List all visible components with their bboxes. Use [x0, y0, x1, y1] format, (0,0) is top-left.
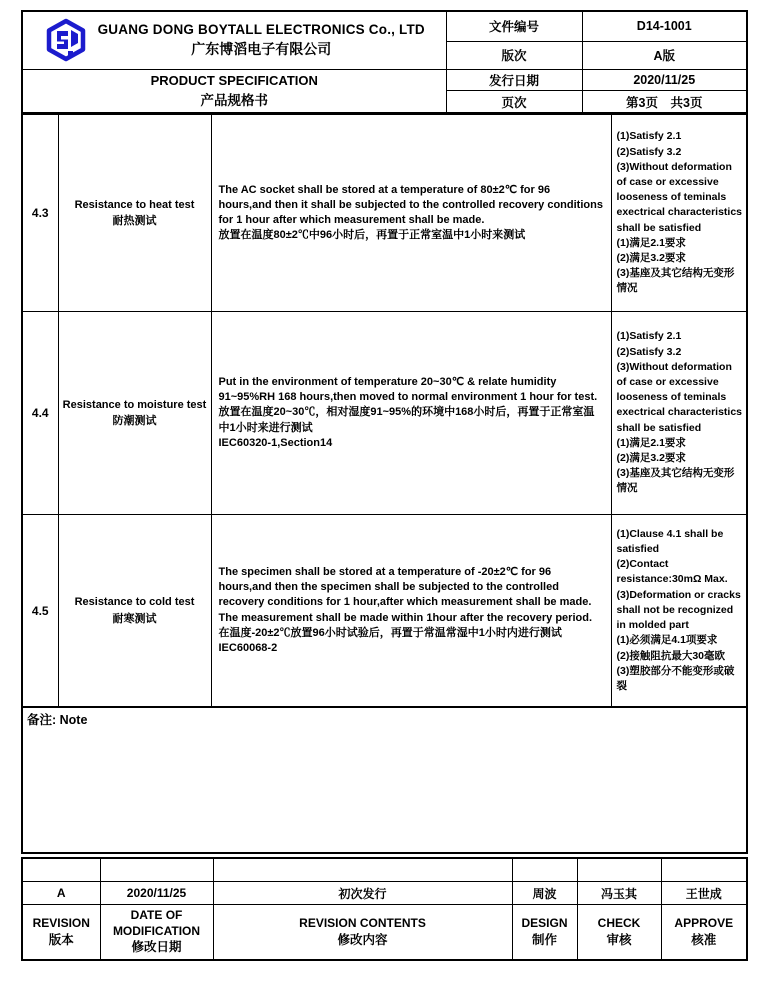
- revision-empty-cell: [213, 858, 512, 882]
- requirement-line: (1)Clause 4.1 shall be satisfied: [616, 527, 724, 556]
- header-en: REVISION CONTENTS: [299, 916, 426, 931]
- test-name-cn: 防潮测试: [112, 415, 157, 427]
- spec-row-4-5: [22, 515, 747, 708]
- spec-test-description: [211, 312, 611, 515]
- revision-col-header: [22, 905, 100, 961]
- revision-table: [21, 857, 748, 961]
- description-line: 放置在温度80±2℃中96小时后，再置于正常室温中1小时来测试: [218, 229, 526, 242]
- requirement-line: (3)塑胶部分不能变形或破裂: [616, 664, 735, 692]
- doc-number-value: D14-1001: [582, 11, 747, 41]
- spec-test-name: [58, 515, 211, 708]
- revision-empty-cell: [577, 858, 661, 882]
- note-label: 备注: Note: [27, 713, 88, 727]
- test-name-en: Resistance to moisture test: [62, 398, 207, 411]
- spec-item-number: 4.5: [22, 515, 58, 708]
- revision-entry-row: [22, 882, 747, 905]
- description-line: The measurement shall be made within 1hour after the recovery period.: [218, 611, 592, 624]
- description-line: Put in the environment of temperature 20~30℃ & relate humidity 91~95%RH 168 hours,then moved to normal environment 1 hour for test.: [218, 376, 598, 404]
- test-name-en: Resistance to heat test: [74, 198, 195, 211]
- requirement-line: (1)Satisfy 2.1: [616, 330, 682, 343]
- requirement-line: (2)接触阻抗最大30毫欧: [616, 649, 726, 662]
- doc-version-label: 版次: [446, 41, 582, 70]
- requirement-line: (1)满足2.1要求: [616, 436, 686, 449]
- revision-header-row: [22, 905, 747, 961]
- company-logo-icon: [44, 18, 88, 64]
- spec-item-number: 4.4: [22, 312, 58, 515]
- header-cn: 版本: [48, 932, 74, 947]
- header-cn: 核准: [691, 932, 717, 947]
- document-content: [21, 10, 748, 961]
- page-number-value: 第3页 共3页: [582, 91, 747, 114]
- issue-date-label: 发行日期: [446, 70, 582, 91]
- header-en: DATE OF MODIFICATION: [112, 908, 201, 938]
- header-en: CHECK: [597, 916, 641, 931]
- revision-checker: 冯玉其: [577, 882, 661, 905]
- requirement-line: (2)满足3.2要求: [616, 452, 686, 465]
- test-name-en: Resistance to cold test: [74, 596, 195, 608]
- test-name-cn: 耐热测试: [112, 215, 157, 227]
- description-line: The AC socket shall be stored at a temperature of 80±2℃ for 96 hours,and then it shall be subjected to the controlled recovery conditions for 1 hour after which measurement shall be made.: [218, 183, 603, 226]
- test-name-cn: 耐寒测试: [112, 612, 157, 625]
- description-line: 在温度-20±2℃放置96小时试验后，再置于常温常湿中1小时内进行测试: [218, 626, 562, 639]
- approve-col-header: [661, 905, 747, 961]
- revision-designer: 周波: [512, 882, 577, 905]
- header-cn: 修改内容: [337, 932, 388, 947]
- revision-approver: 王世成: [661, 882, 747, 905]
- requirement-line: (3)基座及其它结构无变形情况: [616, 267, 735, 295]
- revision-date: 2020/11/25: [100, 882, 213, 905]
- description-line: The specimen shall be stored at a temperature of -20±2℃ for 96 hours,and then the specimen shall be subjected to the controlled recovery conditions for 1 hour,after which measurement shall be made.: [218, 565, 592, 609]
- requirement-line: (2)Satisfy 3.2: [616, 345, 682, 358]
- contents-col-header: [213, 905, 512, 961]
- revision-empty-cell: [100, 858, 213, 882]
- revision-empty-row: [22, 858, 747, 882]
- header-en: DESIGN: [521, 916, 568, 931]
- header-cn: 修改日期: [131, 940, 182, 955]
- spec-test-name: [58, 114, 211, 312]
- check-col-header: [577, 905, 661, 961]
- description-line: IEC60320-1,Section14: [218, 436, 333, 449]
- requirement-line: (1)满足2.1要求: [616, 236, 686, 249]
- revision-empty-cell: [661, 858, 747, 882]
- description-line: IEC60068-2: [218, 641, 278, 654]
- spec-item-number: 4.3: [22, 114, 58, 312]
- header-en: REVISION: [32, 916, 90, 931]
- company-name-cn: 广东博滔电子有限公司: [191, 41, 332, 57]
- page-number-label: 页次: [446, 91, 582, 114]
- spec-test-requirements: [611, 515, 747, 708]
- document-title-cell: [22, 70, 446, 114]
- design-col-header: [512, 905, 577, 961]
- spec-test-description: [211, 114, 611, 312]
- spec-row-4-4: [22, 312, 747, 515]
- spec-row-4-3: [22, 114, 747, 312]
- spec-test-name: [58, 312, 211, 515]
- revision-code: A: [22, 882, 100, 905]
- revision-empty-cell: [512, 858, 577, 882]
- requirement-line: (2)Contact resistance:30mΩ Max.: [616, 558, 728, 586]
- specification-table: [21, 113, 748, 708]
- revision-contents: 初次发行: [213, 882, 512, 905]
- header-en: APPROVE: [674, 916, 734, 931]
- requirement-line: (1)必须满足4.1项要求: [616, 634, 718, 647]
- issue-date-value: 2020/11/25: [582, 70, 747, 91]
- revision-empty-cell: [22, 858, 100, 882]
- company-name: [98, 22, 425, 59]
- description-line: 放置在温度20~30℃，相对湿度91~95%的环境中168小时后，再置于正常室温中1小时来进行测试: [218, 406, 595, 434]
- spec-test-requirements: [611, 312, 747, 515]
- company-header-cell: [22, 11, 446, 70]
- date-col-header: [100, 905, 213, 961]
- note-section: [21, 706, 748, 854]
- requirement-line: (2)Satisfy 3.2: [616, 145, 682, 158]
- requirement-line: (3)Without deformation of case or excessive looseness of teminals exectrical characteristics shall be satisfied: [616, 160, 743, 234]
- requirement-line: (3)Without deformation of case or excessive looseness of teminals exectrical characteristics shall be satisfied: [616, 360, 743, 434]
- document-title-en: PRODUCT SPECIFICATION: [150, 73, 318, 88]
- header-cn: 制作: [531, 932, 557, 947]
- requirement-line: (1)Satisfy 2.1: [616, 130, 682, 143]
- spec-test-requirements: [611, 114, 747, 312]
- document-title-cn: 产品规格书: [200, 93, 268, 108]
- spec-test-description: [211, 515, 611, 708]
- doc-number-label: 文件编号: [446, 11, 582, 41]
- doc-version-value: A版: [582, 41, 747, 70]
- requirement-line: (3)基座及其它结构无变形情况: [616, 467, 735, 495]
- requirement-line: (3)Deformation or cracks shall not be recognized in molded part: [616, 588, 741, 632]
- document-header-table: [21, 10, 748, 114]
- header-cn: 审核: [606, 932, 632, 947]
- requirement-line: (2)满足3.2要求: [616, 252, 686, 265]
- company-name-en: GUANG DONG BOYTALL ELECTRONICS Co., LTD: [97, 22, 425, 37]
